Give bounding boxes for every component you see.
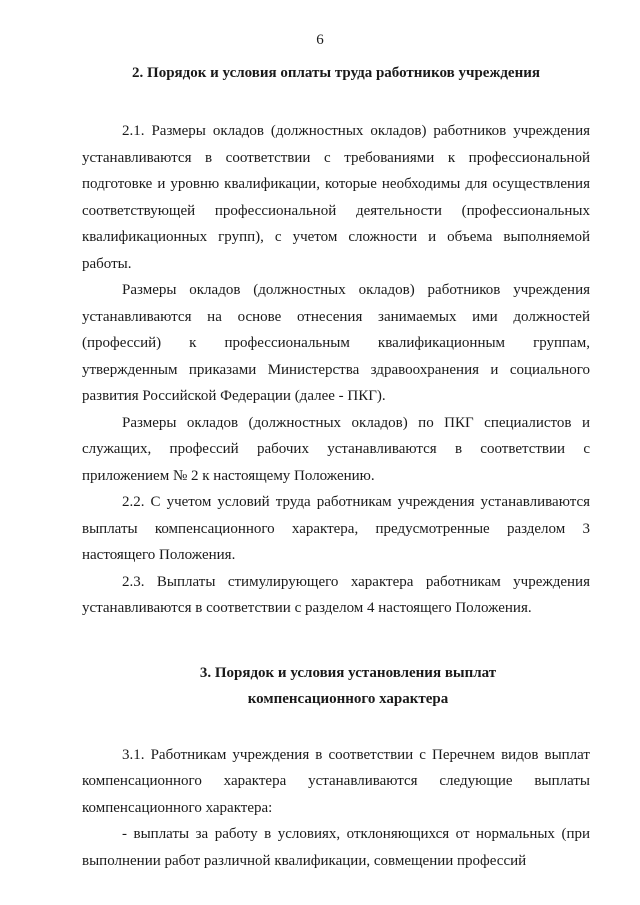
document-body: [82, 60, 590, 874]
section-3-paragraph-2: - выплаты за работу в условиях, отклоняющихся от нормальных (при выполнении работ различной квалификации, совмещении профессий: [82, 826, 590, 869]
section-2-paragraph-2: Размеры окладов (должностных окладов) работников учреждения устанавливаются на основе отнесения занимаемых ими должностей (профессий) к профессиональным квалификационным группам, утвержденным приказами Министерства здравоохранения и социального развития Российской Федерации (далее - ПКГ).: [82, 282, 590, 404]
section-2-title: 2. Порядок и условия оплаты труда работников учреждения: [132, 65, 540, 81]
section-3-title: [82, 660, 590, 712]
section-2-paragraph-3: Размеры окладов (должностных окладов) по ПКГ специалистов и служащих, профессий рабочих устанавливаются в соответствии с приложением № 2 к настоящему Положению.: [82, 414, 590, 484]
section-2-paragraph-1: 2.1. Размеры окладов (должностных окладов) работников учреждения устанавливаются в соответствии с требованиями к профессиональной подготовке и уровню квалификации, которые необходимы для осуществления соответствующей профессиональной деятельности (профессиональных квалификационных групп), с учетом сложности и объема выполняемой работы.: [82, 123, 590, 272]
section-3-title-line-1: 3. Порядок и условия установления выплат: [199, 664, 497, 681]
section-2-paragraph-5: 2.3. Выплаты стимулирующего характера работникам учреждения устанавливаются в соответствии с разделом 4 настоящего Положения.: [82, 573, 590, 616]
section-3-title-line-2: компенсационного характера: [247, 690, 449, 707]
section-2-paragraph-4: 2.2. С учетом условий труда работникам учреждения устанавливаются выплаты компенсационного характера, предусмотренные разделом 3 настоящего Положения.: [82, 494, 590, 563]
page-number: 6: [316, 32, 324, 48]
section-3-paragraph-1: 3.1. Работникам учреждения в соответствии с Перечнем видов выплат компенсационного характера устанавливаются следующие выплаты компенсационного характера:: [82, 746, 590, 816]
